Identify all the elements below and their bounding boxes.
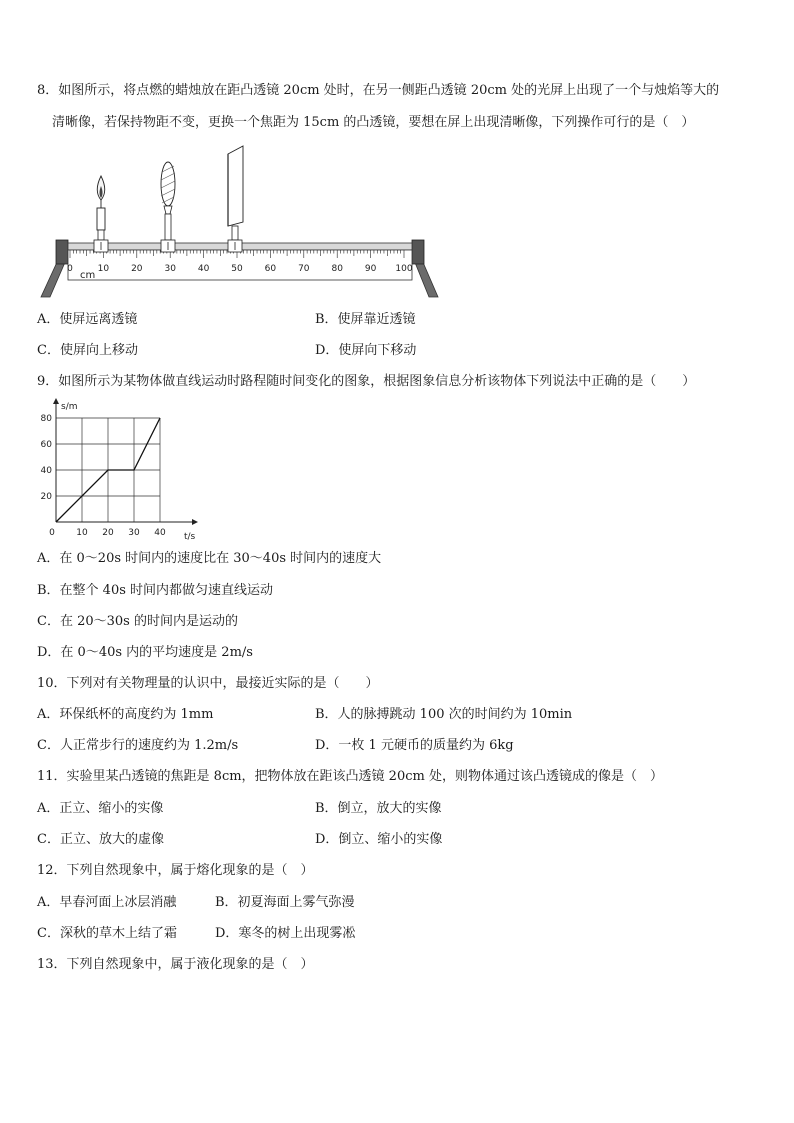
q8-option-d[interactable]: D．使屏向下移动 bbox=[315, 343, 417, 358]
bench-left-end bbox=[56, 240, 68, 264]
chart-x-tick-label: 30 bbox=[128, 528, 140, 538]
q13-stem: 13．下列自然现象中，属于液化现象的是（ ） bbox=[37, 957, 314, 972]
bench-unit-label: cm bbox=[80, 270, 96, 281]
bench-left-leg bbox=[41, 260, 66, 297]
chart-x-axis-arrow bbox=[192, 519, 198, 525]
light-screen bbox=[228, 146, 243, 252]
q10-option-d[interactable]: D．一枚 1 元硬币的质量约为 6kg bbox=[315, 738, 514, 753]
chart-y-tick-label: 60 bbox=[40, 440, 52, 450]
bench-tick-label: 10 bbox=[97, 264, 110, 274]
chart-x-axis-label: t/s bbox=[184, 532, 196, 542]
q9-option-c[interactable]: C．在 20～30s 的时间内是运动的 bbox=[37, 614, 238, 629]
q11-option-b[interactable]: B．倒立，放大的实像 bbox=[315, 801, 442, 816]
q12-option-c[interactable]: C．深秋的草木上结了霜 bbox=[37, 926, 177, 941]
q10-option-b[interactable]: B．人的脉搏跳动 100 次的时间约为 10min bbox=[315, 707, 573, 722]
q12-option-b[interactable]: B．初夏海面上雾气弥漫 bbox=[215, 895, 355, 910]
bench-tick-label: 50 bbox=[231, 264, 243, 274]
chart-x-tick-label: 40 bbox=[154, 528, 166, 538]
q12-stem: 12．下列自然现象中，属于熔化现象的是（ ） bbox=[37, 863, 314, 878]
bench-tick-label: 100 bbox=[395, 264, 413, 274]
optical-bench-figure bbox=[36, 142, 444, 302]
chart-x-tick-label: 0 bbox=[49, 528, 55, 538]
chart-y-tick-label: 40 bbox=[40, 466, 52, 476]
chart-y-axis-arrow bbox=[53, 398, 59, 404]
chart-y-tick-label: 20 bbox=[40, 492, 52, 502]
bench-tick-label: 20 bbox=[131, 264, 143, 274]
bench-tick-label: 30 bbox=[164, 264, 176, 274]
q11-option-d[interactable]: D．倒立、缩小的实像 bbox=[315, 832, 443, 847]
bench-tick-label: 90 bbox=[364, 264, 377, 274]
chart-x-tick-label: 20 bbox=[102, 528, 114, 538]
bench-right-leg bbox=[414, 260, 438, 297]
bench-tick-label: 70 bbox=[298, 264, 310, 274]
bench-tick-label: 60 bbox=[264, 264, 277, 274]
bench-right-end bbox=[412, 240, 424, 264]
q10-option-a[interactable]: A．环保纸杯的高度约为 1mm bbox=[37, 707, 214, 722]
bench-tick-label: 80 bbox=[331, 264, 343, 274]
q12-option-a[interactable]: A．早春河面上冰层消融 bbox=[37, 895, 177, 910]
distance-time-chart bbox=[34, 396, 204, 542]
chart-x-tick-label: 10 bbox=[76, 528, 88, 538]
q11-stem: 11．实验里某凸透镜的焦距是 8cm，把物体放在距该凸透镜 20cm 处，则物体通过该凸透镜成的像是（ ） bbox=[37, 769, 663, 784]
q9-option-d[interactable]: D．在 0～40s 内的平均速度是 2m/s bbox=[37, 645, 253, 660]
q8-stem-line1: 8．如图所示，将点燃的蜡烛放在距凸透镜 20cm 处时，在另一侧距凸透镜 20cm 处的光屏上出现了一个与烛焰等大的 bbox=[37, 83, 720, 98]
q10-stem: 10．下列对有关物理量的认识中，最接近实际的是（ ） bbox=[37, 676, 379, 691]
q11-option-c[interactable]: C．正立、放大的虚像 bbox=[37, 832, 164, 847]
bench-tick-label: 0 bbox=[67, 264, 73, 274]
q8-option-b[interactable]: B．使屏靠近透镜 bbox=[315, 312, 416, 327]
q9-option-a[interactable]: A．在 0～20s 时间内的速度比在 30～40s 时间内的速度大 bbox=[37, 551, 382, 566]
q8-stem-line2: 清晰像，若保持物距不变，更换一个焦距为 15cm 的凸透镜，要想在屏上出现清晰像，下列操作可行的是（ ） bbox=[52, 115, 695, 130]
q8-option-c[interactable]: C．使屏向上移动 bbox=[37, 343, 138, 358]
chart-y-axis-label: s/m bbox=[61, 402, 78, 412]
q9-option-b[interactable]: B．在整个 40s 时间内都做匀速直线运动 bbox=[37, 583, 274, 598]
q11-option-a[interactable]: A．正立、缩小的实像 bbox=[37, 801, 164, 816]
chart-y-tick-label: 80 bbox=[40, 414, 52, 424]
candle bbox=[94, 176, 108, 252]
q8-option-a[interactable]: A．使屏远离透镜 bbox=[37, 312, 138, 327]
chart-axes bbox=[53, 398, 198, 525]
q9-stem: 9．如图所示为某物体做直线运动时路程随时间变化的图象，根据图象信息分析该物体下列说法中正确的是（ ） bbox=[37, 374, 696, 389]
convex-lens bbox=[161, 162, 175, 252]
q12-option-d[interactable]: D．寒冬的树上出现雾凇 bbox=[215, 926, 356, 941]
q10-option-c[interactable]: C．人正常步行的速度约为 1.2m/s bbox=[37, 738, 239, 753]
bench-tick-label: 40 bbox=[197, 264, 210, 274]
